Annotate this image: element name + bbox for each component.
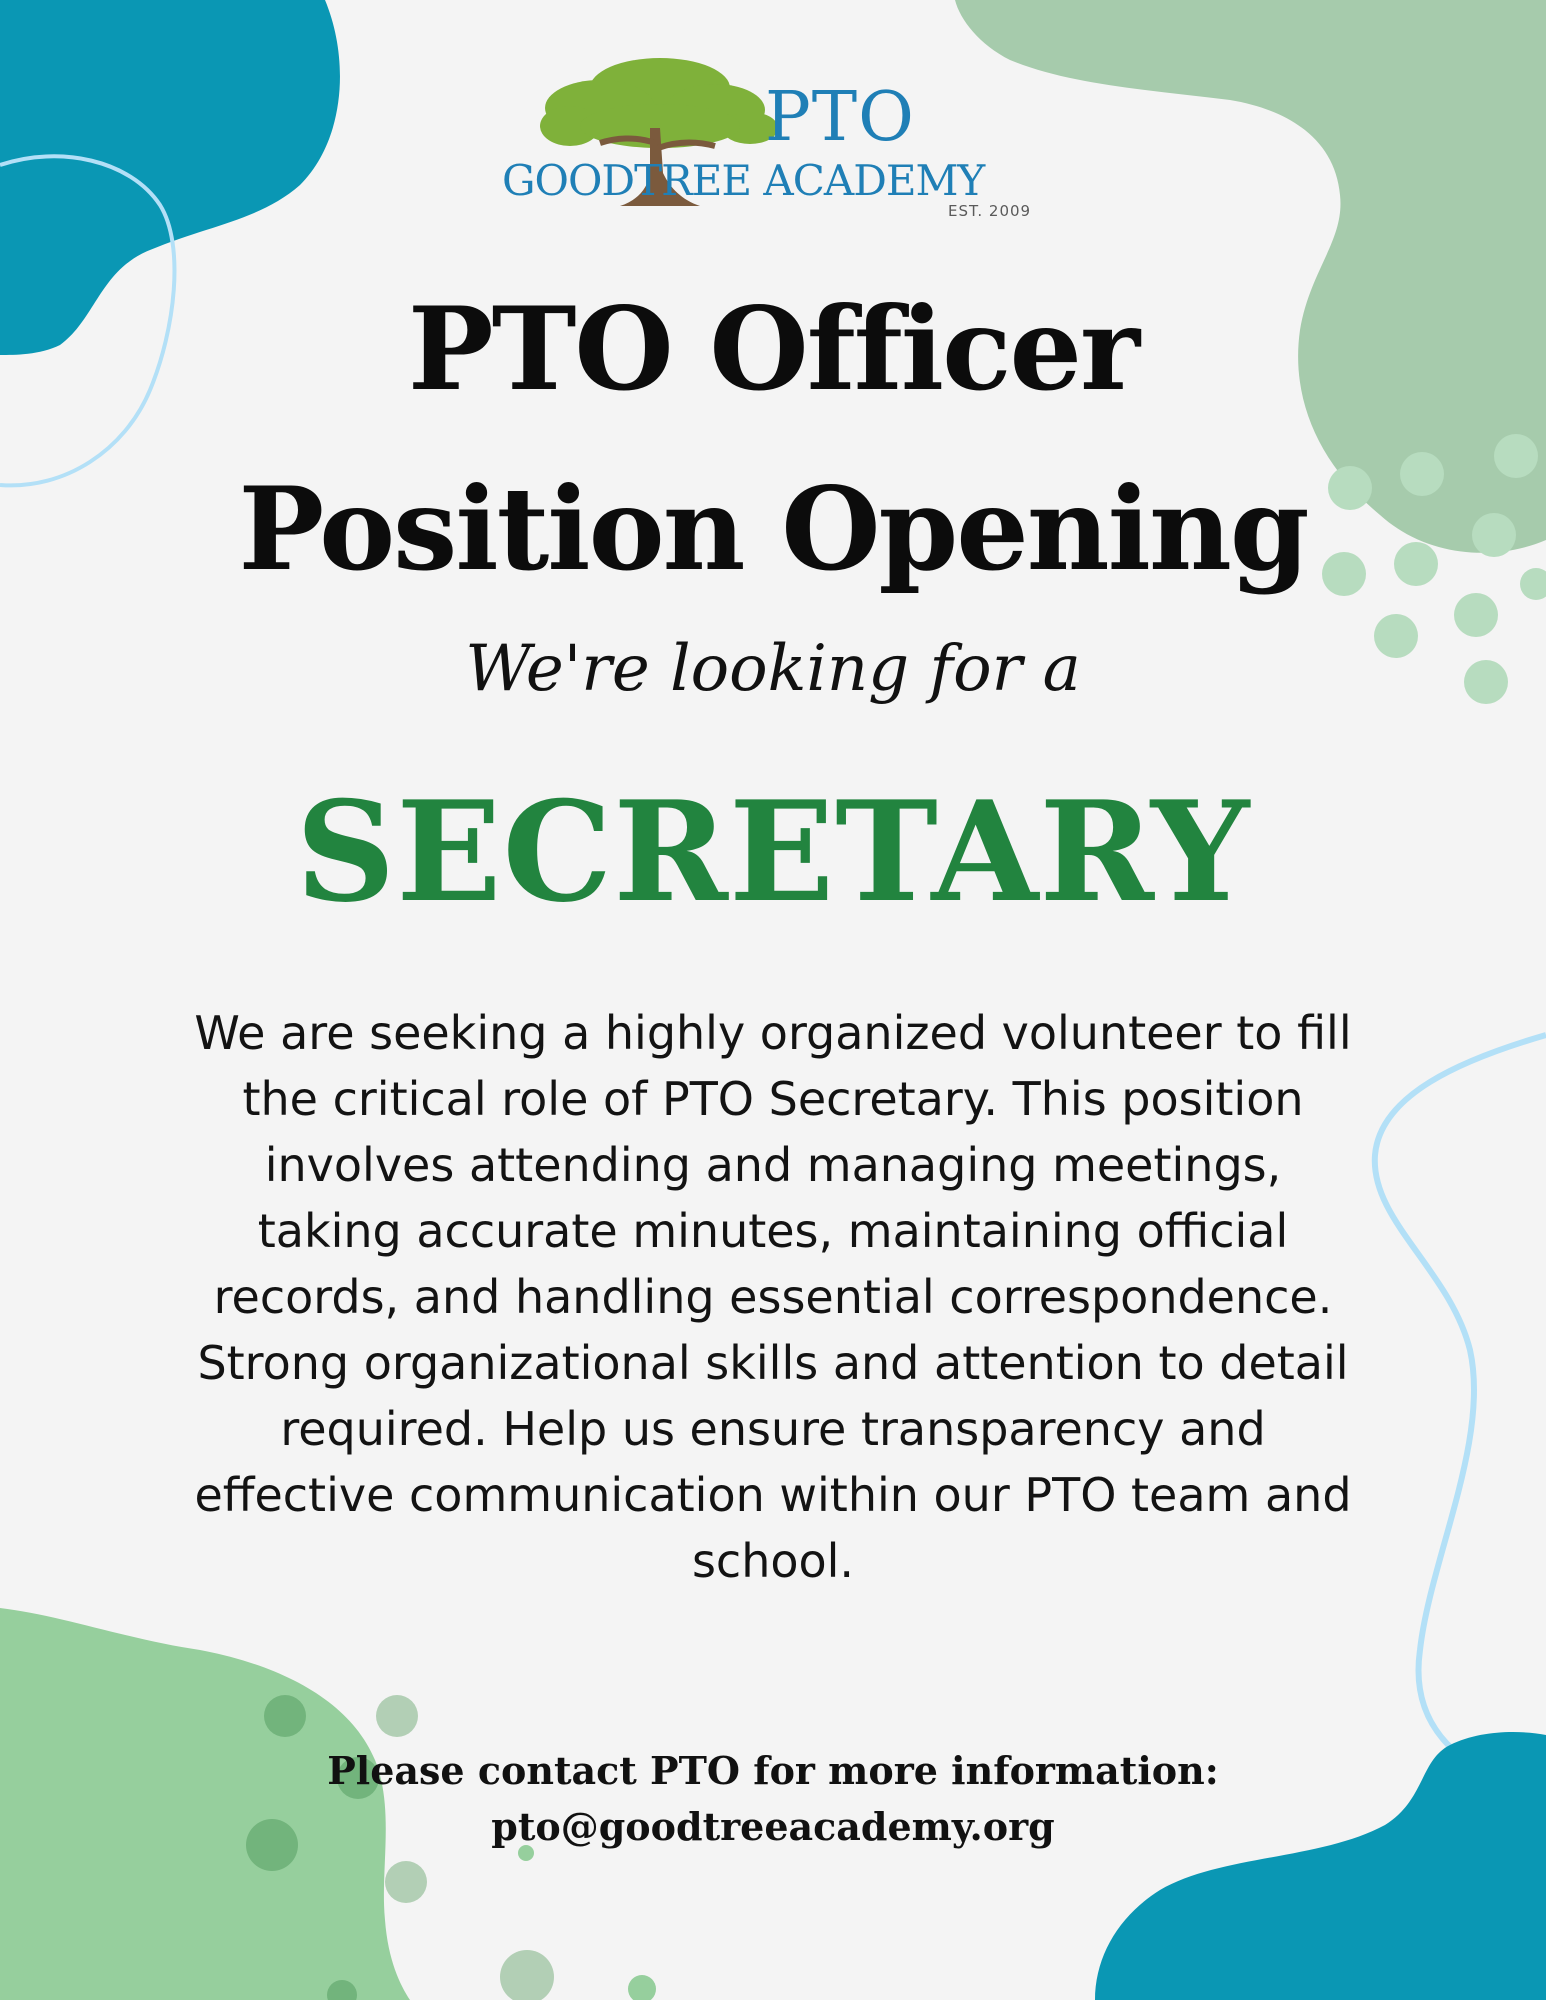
logo-pto-mark: PTO (765, 78, 915, 157)
contact-email: pto@goodtreeacademy.org (491, 1804, 1055, 1849)
heading-line-1: PTO Officer (407, 282, 1139, 416)
logo-school-name: GOODTREE ACADEMY (502, 156, 985, 205)
right-outline-wave (1375, 1035, 1546, 1795)
tagline: We're looking for a (465, 632, 1081, 706)
heading-line-2: Position Opening (238, 462, 1308, 596)
role-description: We are seeking a highly organized volunteer to fill the critical role of PTO Secretary. This position involves attending and managing meetings, taking accurate minutes, maintaining official records, and handling essential correspondence. Strong organizational skills and attention to detail required. Help us ensure transparency and effective communication within our PTO team and school. (194, 1006, 1352, 1588)
logo-established: EST. 2009 (948, 202, 1032, 220)
role-title: SECRETARY (295, 770, 1251, 933)
contact-line: Please contact PTO for more information: (327, 1748, 1219, 1793)
